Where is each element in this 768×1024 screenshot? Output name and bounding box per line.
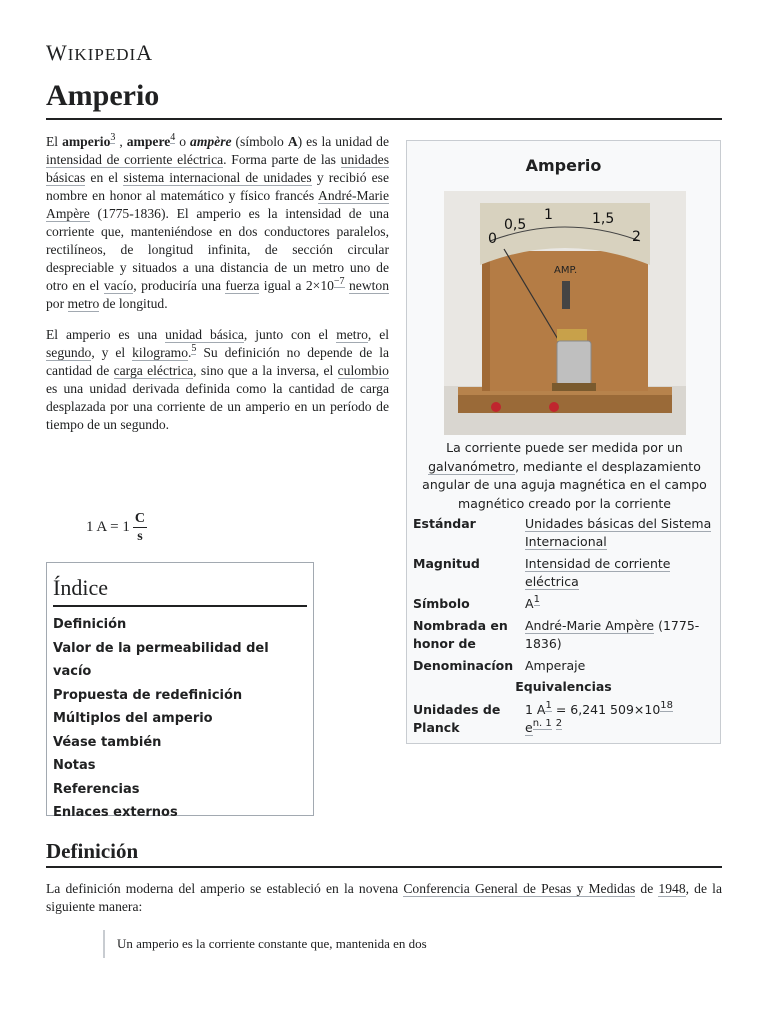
text-run: , de la siguiente manera: xyxy=(46,881,722,914)
inline-link[interactable]: intensidad de corriente eléctrica xyxy=(46,152,224,167)
row-value xyxy=(525,555,716,591)
toc-item-vease[interactable]: Véase también xyxy=(53,734,162,750)
scale-label-0: 0 xyxy=(488,231,497,247)
row-key: Símbolo xyxy=(413,596,470,611)
row-key: Nombrada en honor de xyxy=(413,618,508,651)
inline-link[interactable]: unidad básica xyxy=(165,327,244,342)
intro-paragraph-1 xyxy=(46,133,389,313)
page-title: Amperio xyxy=(46,78,722,120)
text-run: La corriente puede ser medida por un xyxy=(446,440,683,455)
wordmark-final: A xyxy=(136,40,154,65)
inline-link[interactable]: carga eléctrica xyxy=(113,363,194,378)
inline-link[interactable]: André-Marie Ampère xyxy=(46,188,389,221)
ammeter-image[interactable] xyxy=(444,191,686,435)
scale-label-1: 1 xyxy=(544,207,553,223)
infobox-row-magnitud xyxy=(413,555,716,591)
reference-superscript[interactable]: 2 xyxy=(555,718,563,729)
reference-superscript[interactable]: 3 xyxy=(110,132,116,143)
reference-superscript[interactable]: 1 xyxy=(533,594,540,605)
toc-item-permeabilidad[interactable]: Valor de la permeabilidad del vacío xyxy=(53,640,269,679)
text-run: ampere xyxy=(126,134,171,149)
row-key: Denominacíon xyxy=(413,658,514,673)
toc-item-redefinicion[interactable]: Propuesta de redefinición xyxy=(53,687,243,703)
toc-item-referencias[interactable]: Referencias xyxy=(53,781,140,797)
row-value xyxy=(525,701,716,737)
text-run: por xyxy=(46,296,68,311)
row-value xyxy=(525,657,716,675)
text-run: , mediante el desplazamiento angular de una aguja magnética en el campo magnético creado por la corriente xyxy=(422,458,707,511)
row-value xyxy=(525,617,716,653)
text-run: , y el xyxy=(91,345,133,360)
toc-title: Índice xyxy=(53,573,307,607)
meter-label: AMP. xyxy=(554,265,578,276)
toc-item-definicion[interactable]: Definición xyxy=(53,617,127,632)
text-run: (1775-1836). El amperio es la intensidad de una corriente que, manteniéndose en dos conductores paralelos, rectilíneos, de longitud infinita, de sección circular despreciable y situados a una distancia de un metro uno de otro en el xyxy=(46,206,389,293)
table-of-contents xyxy=(46,562,314,820)
text-run: y recibió ese nombre en honor al matemático y físico francés xyxy=(46,170,390,203)
text-run: A xyxy=(287,134,298,149)
row-key: Unidades de Planck xyxy=(413,702,501,735)
text-run: Amperaje xyxy=(525,658,586,673)
inline-link[interactable]: kilogramo xyxy=(132,345,189,360)
text-run: , junto con el xyxy=(243,327,337,342)
wordmark-initial: W xyxy=(46,40,68,65)
reference-superscript[interactable]: 1 xyxy=(545,700,552,711)
equivalencias-heading: Equivalencias xyxy=(515,679,612,694)
text-run: Su definición no depende de la cantidad de xyxy=(46,345,390,378)
infobox-row-planck xyxy=(413,701,716,737)
text-run: El amperio es una xyxy=(46,327,166,342)
text-run: amperio xyxy=(62,134,111,149)
inline-link[interactable]: Intensidad de corriente eléctrica xyxy=(525,556,671,589)
text-run: (símbolo xyxy=(231,134,288,149)
reference-superscript[interactable]: −7 xyxy=(333,276,345,287)
inline-link[interactable]: e xyxy=(525,720,533,735)
text-run: es una unidad derivada definida como la cantidad de carga desplazada por una corriente de un amperio en un período de tiempo de un segundo. xyxy=(46,381,389,432)
infobox-row-simbolo xyxy=(413,595,716,613)
text-run: igual a 2×10 xyxy=(259,278,334,293)
scale-label-15: 1,5 xyxy=(592,211,615,227)
text-run: de longitud. xyxy=(99,296,168,311)
scale-label-2: 2 xyxy=(632,229,641,245)
intro-paragraph-2 xyxy=(46,326,389,434)
text-run: de xyxy=(635,881,659,896)
formula-lhs: 1 A = 1 xyxy=(86,519,130,535)
toc-item-notas[interactable]: Notas xyxy=(53,758,96,773)
wikipedia-wordmark[interactable] xyxy=(46,40,153,66)
row-value xyxy=(525,595,716,613)
text-run: , el xyxy=(367,327,390,342)
ampere-formula xyxy=(86,510,147,545)
text-run: ampère xyxy=(190,134,232,149)
inline-link[interactable]: segundo xyxy=(46,345,92,360)
definition-paragraph xyxy=(46,880,722,916)
row-value xyxy=(525,515,716,551)
inline-link[interactable]: vacío xyxy=(103,278,134,293)
formula-numerator: C xyxy=(134,511,146,526)
inline-link[interactable]: sistema internacional de unidades xyxy=(123,170,312,185)
text-run: (1775-1836) xyxy=(525,618,700,651)
inline-link[interactable]: Conferencia General de Pesas y Medidas xyxy=(403,881,636,896)
inline-link[interactable]: galvanómetro xyxy=(428,458,516,474)
toc-item-enlaces[interactable]: Enlaces externos xyxy=(53,805,178,820)
infobox-row-nombrada xyxy=(413,617,716,653)
image-caption xyxy=(421,439,708,513)
intro-text xyxy=(46,133,389,447)
text-run: La definición moderna del amperio se estableció en la novena xyxy=(46,881,404,896)
text-run: , sino que a la inversa, el xyxy=(193,363,338,378)
inline-link[interactable]: André-Marie Ampère xyxy=(525,618,655,633)
inline-link[interactable]: unidades básicas xyxy=(46,152,389,185)
text-run: , produciría una xyxy=(133,278,226,293)
inline-link[interactable]: 1948 xyxy=(658,881,686,896)
inline-link[interactable]: culombio xyxy=(337,363,389,378)
formula-denominator: s xyxy=(137,529,143,544)
infobox-row-denominacion xyxy=(413,657,716,675)
reference-superscript[interactable]: 4 xyxy=(170,132,176,143)
section-heading-definicion: Definición xyxy=(46,838,722,868)
text-run: . Forma parte de las xyxy=(223,152,341,167)
text-run: o xyxy=(175,134,191,149)
reference-superscript[interactable]: 5 xyxy=(191,343,197,354)
row-key: Magnitud xyxy=(413,556,480,571)
inline-link[interactable]: metro xyxy=(67,296,100,311)
text-run: El xyxy=(46,134,63,149)
text-run: A xyxy=(525,596,534,611)
text-run: . xyxy=(188,345,192,360)
reference-superscript[interactable]: n. 1 xyxy=(532,718,552,729)
inline-link[interactable]: newton xyxy=(348,278,390,293)
infobox-row-estandar xyxy=(413,515,716,551)
text-run: ) es la unidad de xyxy=(297,134,390,149)
inline-link[interactable]: Unidades básicas del Sistema Internacional xyxy=(525,516,712,549)
infobox xyxy=(406,140,721,744)
wordmark-middle: IKIPEDI xyxy=(67,45,137,64)
reference-superscript[interactable]: 18 xyxy=(660,700,674,711)
inline-link[interactable]: metro xyxy=(336,327,368,342)
infobox-title: Amperio xyxy=(525,156,602,175)
inline-link[interactable]: fuerza xyxy=(225,278,260,293)
text-run: = 6,241 509×10 xyxy=(551,702,661,717)
row-key: Estándar xyxy=(413,516,476,531)
text-run: 1 A xyxy=(525,702,546,717)
toc-item-multiplos[interactable]: Múltiplos del amperio xyxy=(53,711,213,726)
text-run: , xyxy=(115,134,127,149)
formula-fraction xyxy=(133,510,147,545)
text-run: en el xyxy=(85,170,124,185)
definition-quote: Un amperio es la corriente constante que, mantenida en dos xyxy=(103,930,517,958)
scale-label-05: 0,5 xyxy=(504,217,527,233)
